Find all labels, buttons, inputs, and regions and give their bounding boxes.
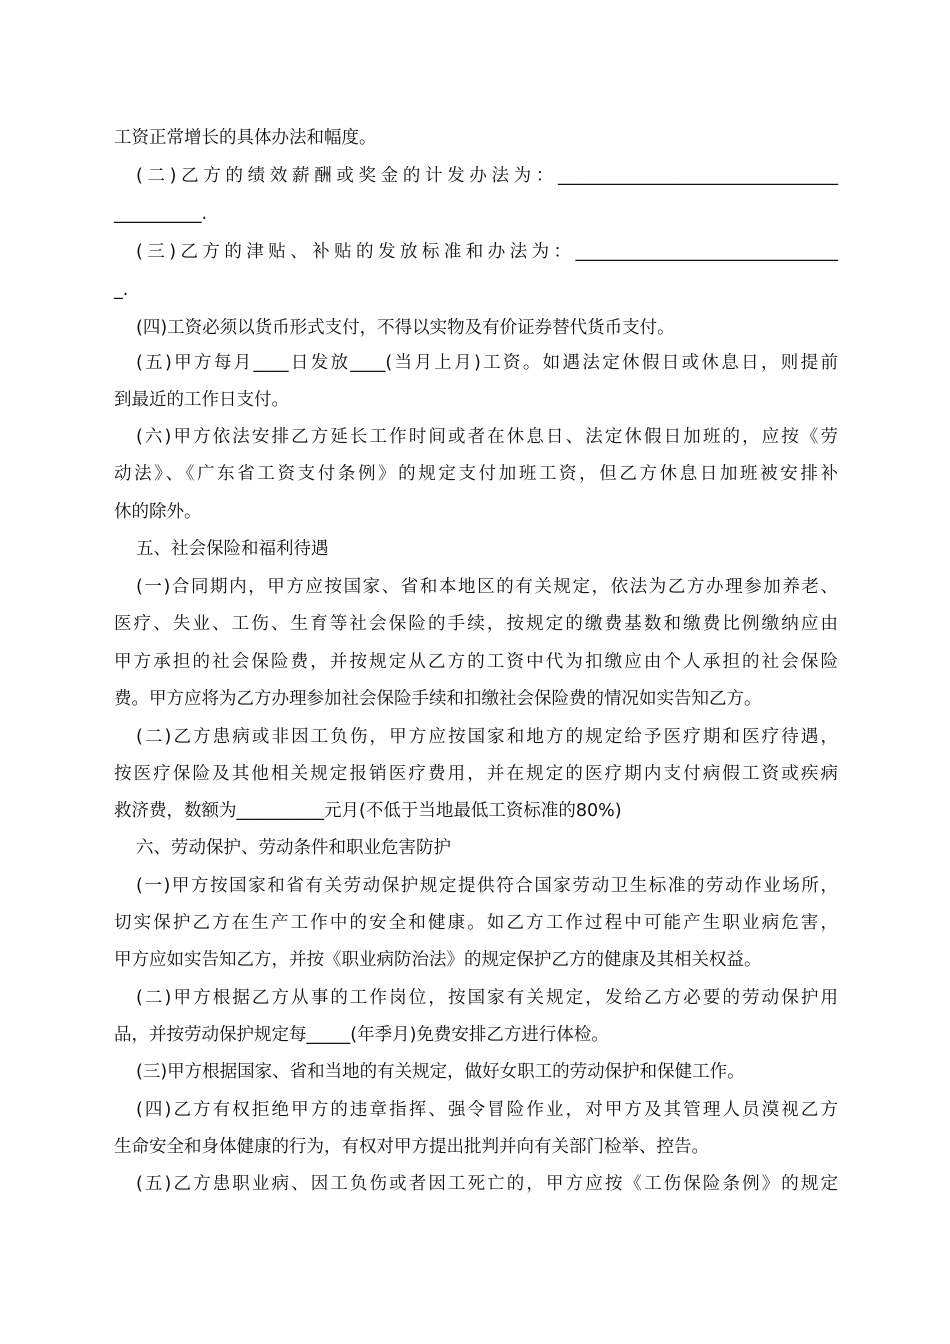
paragraph-line: (二)甲方根据乙方从事的工作岗位，按国家有关规定，发给乙方必要的劳动保护用	[136, 988, 838, 1008]
section-heading: 五、社会保险和福利待遇	[136, 539, 329, 559]
section-heading: 六、劳动保护、劳动条件和职业危害防护	[136, 838, 451, 858]
paragraph-line: 动法》、《广东省工资支付条例》的规定支付加班工资，但乙方休息日加班被安排补	[114, 464, 838, 484]
paragraph-line: (五)乙方患职业病、因工负伤或者因工死亡的，甲方应按《工伤保险条例》的规定	[136, 1174, 838, 1194]
paragraph-line: (一)甲方按国家和省有关劳动保护规定提供符合国家劳动卫生标准的劳动作业场所，	[136, 876, 838, 896]
paragraph-line: 到最近的工作日支付。	[114, 390, 289, 410]
paragraph-line: 救济费，数额为__________元月(不低于当地最低工资标准的80%)	[114, 801, 622, 821]
paragraph-line: (二)乙方的绩效薪酬或奖金的计发办法为：________________________________	[136, 166, 838, 186]
paragraph-line: 休的除外。	[114, 502, 202, 522]
paragraph-line: (六)甲方依法安排乙方延长工作时间或者在休息日、法定休假日加班的，应按《劳	[136, 427, 838, 447]
paragraph-line: 生命安全和身体健康的行为，有权对甲方提出批判并向有关部门检举、控告。	[114, 1137, 709, 1157]
paragraph-line: (二)乙方患病或非因工负伤，甲方应按国家和地方的规定给予医疗期和医疗待遇，	[136, 727, 838, 747]
paragraph-line: 切实保护乙方在生产工作中的安全和健康。如乙方工作过程中可能产生职业病危害，	[114, 913, 838, 933]
paragraph-line: 品，并按劳动保护规定每_____(年季月)免费安排乙方进行体检。	[114, 1025, 609, 1045]
paragraph-line: _.	[114, 280, 129, 300]
paragraph-line: (一)合同期内，甲方应按国家、省和本地区的有关规定，依法为乙方办理参加养老、	[136, 577, 838, 597]
paragraph-line: 按医疗保险及其他相关规定报销医疗费用，并在规定的医疗期内支付病假工资或疾病	[114, 764, 838, 784]
paragraph-line: 工资正常增长的具体办法和幅度。	[114, 128, 377, 148]
paragraph-line: __________.	[114, 204, 208, 224]
paragraph-line: (三)乙方的津贴、补贴的发放标准和办法为：______________________________	[136, 242, 838, 262]
paragraph-line: (五)甲方每月____日发放____(当月上月)工资。如遇法定休假日或休息日，则提前	[136, 353, 838, 373]
paragraph-line: (四)乙方有权拒绝甲方的违章指挥、强令冒险作业，对甲方及其管理人员漠视乙方	[136, 1100, 838, 1120]
paragraph-line: 费。甲方应将为乙方办理参加社会保险手续和扣缴社会保险费的情况如实告知乙方。	[114, 689, 762, 709]
paragraph-line: (四)工资必须以货币形式支付，不得以实物及有价证券替代货币支付。	[136, 318, 675, 338]
paragraph-line: 医疗、失业、工伤、生育等社会保险的手续，按规定的缴费基数和缴费比例缴纳应由	[114, 614, 838, 634]
paragraph-line: 甲方承担的社会保险费，并按规定从乙方的工资中代为扣缴应由个人承担的社会保险	[114, 652, 838, 672]
paragraph-line: (三)甲方根据国家、省和当地的有关规定，做好女职工的劳动保护和保健工作。	[136, 1062, 745, 1082]
paragraph-line: 甲方应如实告知乙方，并按《职业病防治法》的规定保护乙方的健康及其相关权益。	[114, 950, 762, 970]
